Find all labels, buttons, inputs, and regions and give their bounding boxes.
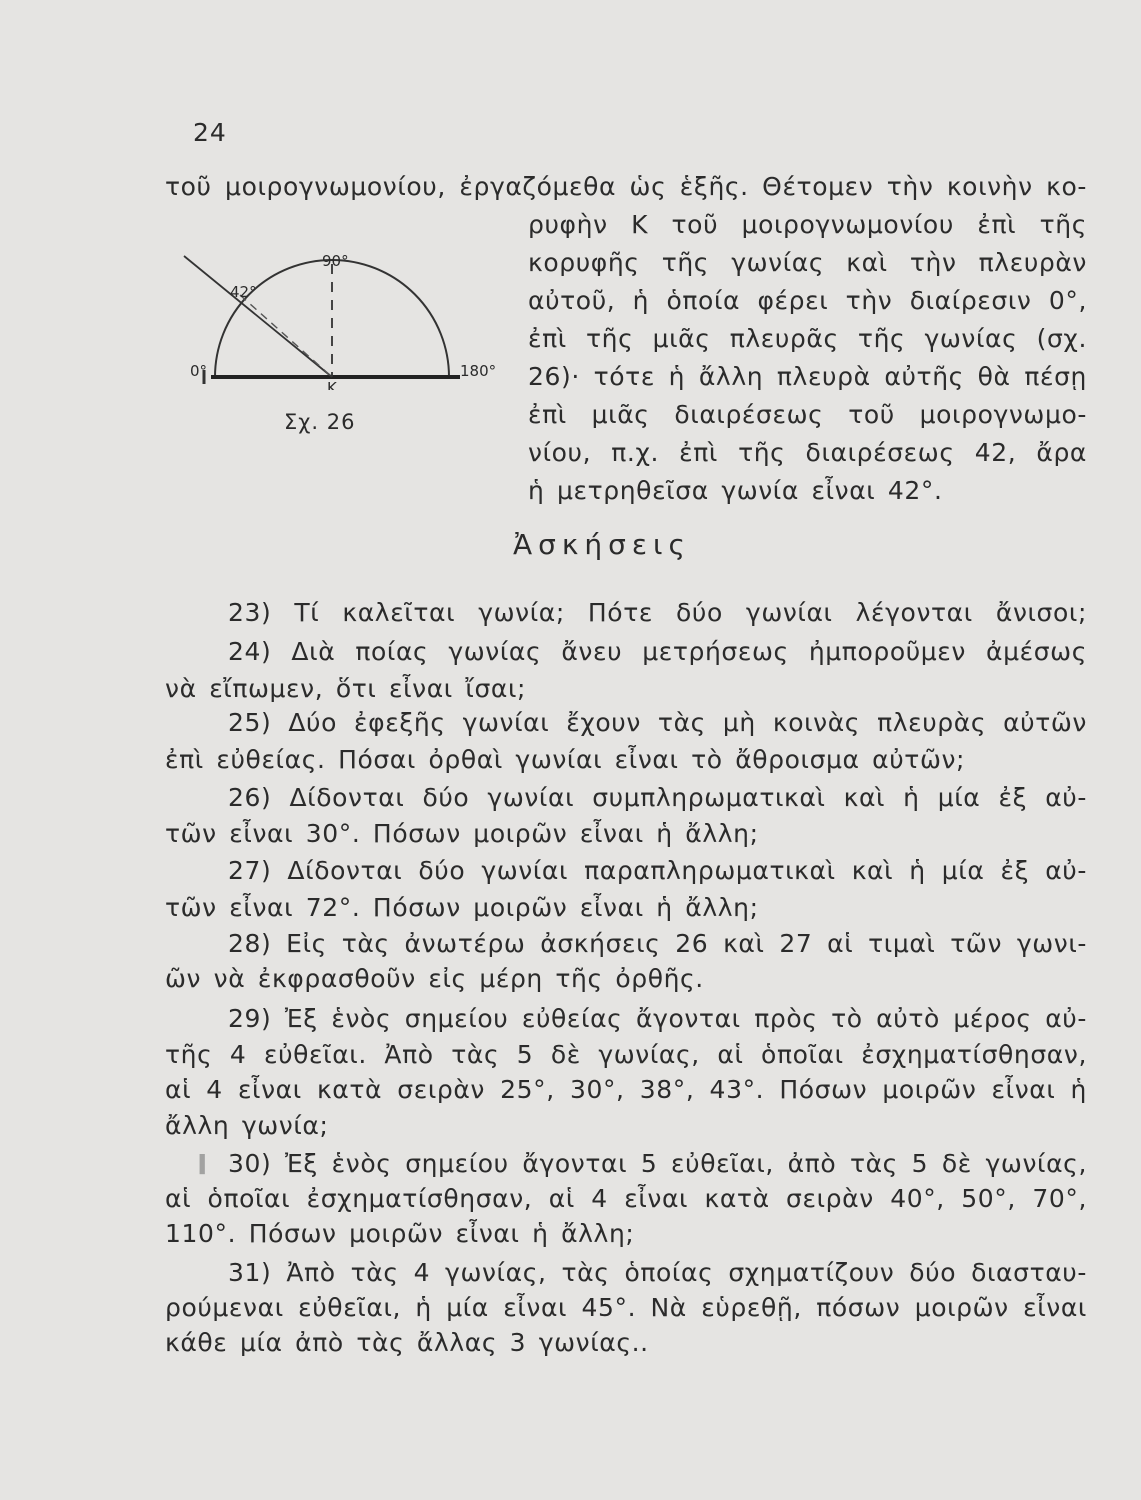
exercise-line-8: 27) Δίδονται δύο γωνίαι παραπληρωματικαὶ καὶ ἡ μία ἐξ αὐ- [228, 856, 1087, 885]
exercise-line-13: τῆς 4 εὐθεῖαι. Ἀπὸ τὰς 5 δὲ γωνίας, αἱ ὁποῖαι ἐσχηματίσθησαν, [165, 1040, 1087, 1069]
exercise-line-20: ρούμεναι εὐθεῖαι, ἡ μία εἶναι 45°. Νὰ εὑρεθῇ, πόσων μοιρῶν εἶναι [165, 1293, 1087, 1322]
exercise-line-12: 29) Ἐξ ἑνὸς σημείου εὐθείας ἄγονται πρὸς τὸ αὐτὸ μέρος αὐ- [228, 1004, 1087, 1033]
protractor-figure [178, 250, 498, 394]
exercise-line-3: νὰ εἴπωμεν, ὅτι εἶναι ἴσαι; [165, 674, 527, 703]
exercise-line-18: 110°. Πόσων μοιρῶν εἶναι ἡ ἄλλη; [165, 1219, 635, 1248]
label-180: 180° [460, 362, 497, 380]
forty-two-radius [240, 295, 332, 377]
intro-line-3: κορυφῆς τῆς γωνίας καὶ τὴν πλευρὰν [528, 248, 1087, 277]
exercise-line-5: ἐπὶ εὐθείας. Πόσαι ὀρθαὶ γωνίαι εἶναι τὸ ἄθροισμα αὐτῶν; [165, 745, 966, 774]
exercise-line-2: 24) Διὰ ποίας γωνίας ἄνευ μετρήσεως ἠμποροῦμεν ἀμέσως [228, 637, 1087, 666]
exercise-line-10: 28) Εἰς τὰς ἀνωτέρω ἀσκήσεις 26 καὶ 27 αἱ τιμαὶ τῶν γωνι- [228, 929, 1087, 958]
intro-line-8: νίου, π.χ. ἐπὶ τῆς διαιρέσεως 42, ἄρα [528, 438, 1087, 467]
intro-line-1: τοῦ μοιρογνωμονίου, ἐργαζόμεθα ὡς ἑξῆς. Θέτομεν τὴν κοινὴν κο- [165, 172, 1087, 201]
intro-line-5: ἐπὶ τῆς μιᾶς πλευρᾶς τῆς γωνίας (σχ. [528, 324, 1087, 353]
margin-mark: I [197, 1148, 208, 1181]
exercise-line-14: αἱ 4 εἶναι κατὰ σειρὰν 25°, 30°, 38°, 43°. Πόσων μοιρῶν εἶναι ἡ [165, 1075, 1087, 1104]
intro-line-2: ρυφὴν Κ τοῦ μοιρογνωμονίου ἐπὶ τῆς [528, 210, 1087, 239]
exercise-line-6: 26) Δίδονται δύο γωνίαι συμπληρωματικαὶ καὶ ἡ μία ἐξ αὐ- [228, 783, 1087, 812]
label-42: 42° [230, 283, 257, 301]
exercise-line-16: 30) Ἐξ ἑνὸς σημείου ἄγονται 5 εὐθεῖαι, ἀπὸ τὰς 5 δὲ γωνίας, [228, 1149, 1087, 1178]
intro-line-7: ἐπὶ μιᾶς διαιρέσεως τοῦ μοιρογνωμο- [528, 400, 1087, 429]
exercise-line-1: 23) Τί καλεῖται γωνία; Πότε δύο γωνίαι λέγονται ἄνισοι; [228, 598, 1087, 627]
intro-line-4: αὐτοῦ, ἡ ὁποία φέρει τὴν διαίρεσιν 0°, [528, 286, 1087, 315]
exercises-heading: Ἀσκήσεις [513, 528, 691, 561]
label-90: 90° [322, 252, 349, 270]
intro-line-9: ἡ μετρηθεῖσα γωνία εἶναι 42°. [528, 476, 943, 505]
exercise-line-17: αἱ ὁποῖαι ἐσχηματίσθησαν, αἱ 4 εἶναι κατὰ σειρὰν 40°, 50°, 70°, [165, 1184, 1087, 1213]
angle-side-line [184, 256, 332, 377]
exercise-line-15: ἄλλη γωνία; [165, 1111, 329, 1140]
exercise-line-11: ῶν νὰ ἐκφρασθοῦν εἰς μέρη τῆς ὀρθῆς. [165, 964, 704, 993]
page-number: 24 [193, 118, 227, 147]
exercise-line-4: 25) Δύο ἐφεξῆς γωνίαι ἔχουν τὰς μὴ κοινὰς πλευρὰς αὐτῶν [228, 708, 1087, 737]
label-k: K [327, 379, 337, 390]
figure-caption: Σχ. 26 [284, 410, 356, 434]
protractor-diagram [178, 250, 498, 390]
label-0: 0° [190, 362, 208, 380]
exercise-line-21: κάθε μία ἀπὸ τὰς ἄλλας 3 γωνίας.. [165, 1328, 649, 1357]
exercise-line-7: τῶν εἶναι 30°. Πόσων μοιρῶν εἶναι ἡ ἄλλη; [165, 819, 759, 848]
exercise-line-9: τῶν εἶναι 72°. Πόσων μοιρῶν εἶναι ἡ ἄλλη; [165, 893, 759, 922]
exercise-line-19: 31) Ἀπὸ τὰς 4 γωνίας, τὰς ὁποίας σχηματίζουν δύο διασταυ- [228, 1258, 1087, 1287]
intro-line-6: 26)· τότε ἡ ἄλλη πλευρὰ αὐτῆς θὰ πέσῃ [528, 362, 1087, 391]
